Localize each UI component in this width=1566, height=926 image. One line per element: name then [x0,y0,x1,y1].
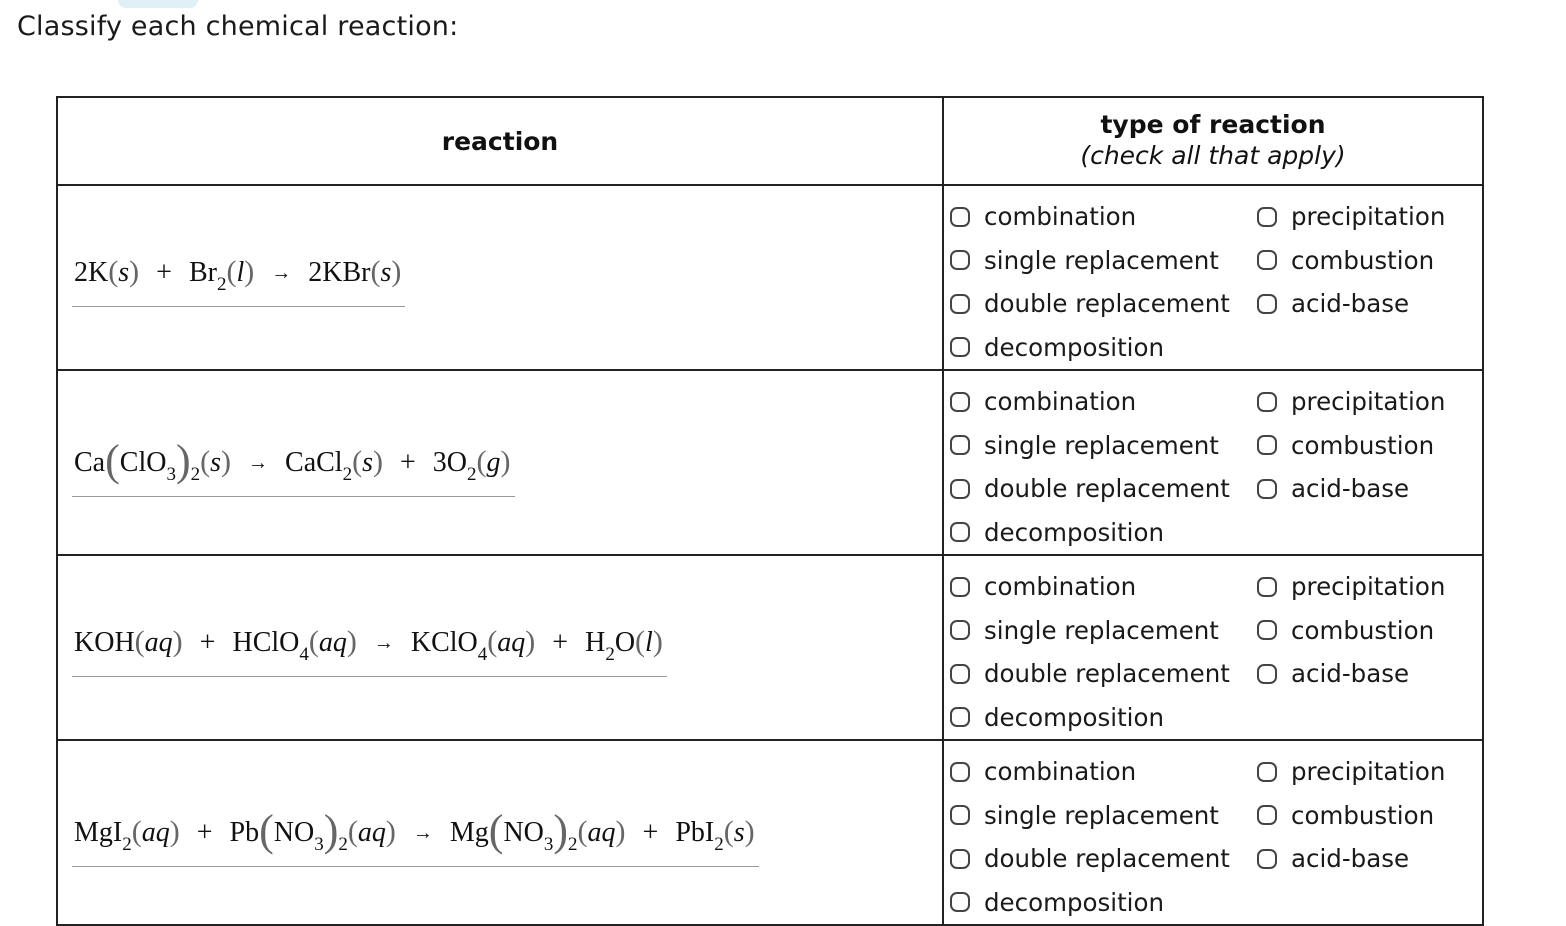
species: 2KBr [308,256,371,288]
checkbox[interactable] [950,707,970,727]
option-label: decomposition [984,702,1164,732]
option-label: combustion [1291,800,1435,830]
species: HClO [232,626,300,658]
plus-sign: + [642,816,659,848]
option-label: acid-base [1291,474,1410,504]
phase: s [733,816,745,848]
checkbox[interactable] [950,392,970,412]
option-label: acid-base [1291,659,1410,689]
option-label: precipitation [1291,387,1446,417]
subscript: 2 [338,833,348,855]
species: H [585,626,606,658]
option-label: precipitation [1291,757,1446,787]
paren: ) [525,624,536,658]
option-precipitation[interactable] [1257,195,1477,239]
subscript: 2 [122,833,132,855]
phase: s [380,256,392,288]
phase: aq [318,626,347,658]
option-single-replacement[interactable] [950,609,1257,653]
option-precipitation[interactable] [1257,750,1477,794]
option-label: combination [984,202,1137,232]
header-type-note: (check all that apply) [1080,141,1346,170]
checkbox[interactable] [1257,620,1277,640]
reaction-cell [57,740,943,925]
reaction-arrow-icon: → [373,631,394,654]
species: CaCl [285,446,343,478]
paren: ) [221,444,232,478]
paren: ( [723,814,734,848]
option-label: combination [984,757,1137,787]
checkbox[interactable] [1257,664,1277,684]
paren: ( [577,814,588,848]
phase: g [486,446,501,478]
option-single-replacement[interactable] [950,239,1257,283]
option-combustion[interactable] [1257,239,1477,283]
paren: ) [385,814,396,848]
phase: s [210,446,222,478]
checkbox[interactable] [1257,250,1277,270]
checkbox[interactable] [950,294,970,314]
checkbox[interactable] [950,762,970,782]
option-decomposition[interactable] [950,881,1257,925]
paren: ( [476,444,487,478]
options-cell [943,370,1483,555]
option-label: double replacement [984,659,1230,689]
option-acid-base[interactable] [1257,837,1477,881]
subscript: 2 [467,463,477,485]
plus-sign: + [399,446,416,478]
species: 3O [432,446,468,478]
paren: ) [169,814,180,848]
checkbox[interactable] [950,664,970,684]
subscript: 2 [714,833,724,855]
table-row [57,185,1483,370]
option-precipitation[interactable] [1257,565,1477,609]
option-label: combustion [1291,430,1435,460]
table-header-row [57,97,1483,185]
checkbox[interactable] [950,250,970,270]
option-label: decomposition [984,887,1164,917]
options-cell [943,185,1483,370]
paren: ) [129,254,140,288]
phase: s [362,446,373,478]
checkbox[interactable] [1257,762,1277,782]
option-label: single replacement [984,615,1219,645]
option-label: double replacement [984,474,1230,504]
phase: l [236,256,245,288]
reaction-cell [57,185,943,370]
checkbox[interactable] [950,522,970,542]
reaction-equation-4 [72,799,759,867]
species: NO [503,816,544,848]
plus-sign: + [199,626,216,658]
option-label: combination [984,387,1137,417]
subscript: 4 [477,643,488,665]
species: NO [273,816,315,848]
paren: ( [370,254,381,288]
paren: ( [200,444,211,478]
checkbox[interactable] [1257,435,1277,455]
reaction-arrow-icon: → [412,821,433,844]
checkbox[interactable] [950,435,970,455]
species: Mg [449,816,489,848]
paren: ( [259,805,274,855]
option-acid-base[interactable] [1257,652,1477,696]
option-combustion[interactable] [1257,609,1477,653]
option-label: combustion [1291,245,1435,275]
phase: aq [144,626,173,658]
species: PbI [675,816,715,848]
paren: ) [391,254,402,288]
paren: ) [244,254,255,288]
option-label: precipitation [1291,202,1446,232]
paren: ) [372,444,383,478]
table-row [57,740,1483,925]
reaction-table [56,96,1484,926]
reaction-arrow-icon: → [271,261,292,284]
option-combustion[interactable] [1257,794,1477,838]
top-tab-decoration [118,0,198,8]
checkbox[interactable] [950,849,970,869]
checkbox[interactable] [1257,294,1277,314]
reaction-cell [57,555,943,740]
paren: ) [500,444,511,478]
option-label: single replacement [984,430,1219,460]
checkbox[interactable] [1257,849,1277,869]
paren: ( [105,435,120,485]
option-combination[interactable] [950,565,1257,609]
checkbox[interactable] [950,337,970,357]
paren: ( [308,624,319,658]
option-acid-base[interactable] [1257,467,1477,511]
option-decomposition[interactable] [950,696,1257,740]
header-type [943,97,1483,185]
paren: ) [175,435,191,485]
paren: ) [744,814,755,848]
option-decomposition[interactable] [950,511,1257,555]
subscript: 3 [166,463,176,485]
question-prompt: Classify each chemical reaction: [17,11,459,42]
checkbox[interactable] [1257,392,1277,412]
phase: aq [141,816,170,848]
checkbox[interactable] [950,805,970,825]
header-reaction: reaction [57,97,943,185]
option-label: acid-base [1291,289,1410,319]
option-label: combination [984,572,1137,602]
paren: ( [352,444,363,478]
species: MgI [74,816,123,848]
subscript: 2 [605,643,615,665]
paren: ( [487,624,498,658]
header-type-title: type of reaction [1100,110,1326,139]
option-label: acid-base [1291,844,1410,874]
paren: ( [488,805,504,855]
subscript: 3 [543,833,554,855]
checkbox[interactable] [950,620,970,640]
checkbox[interactable] [1257,805,1277,825]
subscript: 2 [216,273,227,295]
reaction-equation-3 [72,619,667,677]
option-double-replacement[interactable] [950,837,1257,881]
plus-sign: + [552,626,569,658]
subscript: 2 [568,833,578,855]
option-acid-base[interactable] [1257,282,1477,326]
option-combination[interactable] [950,750,1257,794]
option-label: double replacement [984,289,1230,319]
options-cell [943,555,1483,740]
phase: l [645,626,653,658]
reaction-equation-2 [72,429,515,497]
checkbox[interactable] [950,479,970,499]
paren: ( [108,254,119,288]
option-single-replacement[interactable] [950,794,1257,838]
option-double-replacement[interactable] [950,652,1257,696]
checkbox[interactable] [1257,577,1277,597]
table-row [57,555,1483,740]
subscript: 4 [299,643,309,665]
paren: ) [172,624,183,658]
option-label: double replacement [984,844,1230,874]
species: O [614,626,636,658]
paren: ( [635,624,646,658]
subscript: 2 [342,463,353,485]
phase: aq [357,816,386,848]
table-row [57,370,1483,555]
paren: ) [553,805,569,855]
paren: ) [323,805,339,855]
option-combination[interactable] [950,380,1257,424]
option-label: precipitation [1291,572,1446,602]
option-decomposition[interactable] [950,326,1257,370]
reaction-equation-1 [72,249,405,307]
phase: s [118,256,130,288]
paren: ) [346,624,357,658]
option-label: decomposition [984,517,1164,547]
phase: aq [587,816,616,848]
option-label: combustion [1291,615,1435,645]
species: Pb [229,816,260,848]
species: 2K [74,256,109,288]
reaction-cell [57,370,943,555]
reaction-arrow-icon: → [248,451,269,474]
option-single-replacement[interactable] [950,424,1257,468]
checkbox[interactable] [950,207,970,227]
paren: ( [134,624,145,658]
option-label: single replacement [984,245,1219,275]
checkbox[interactable] [1257,479,1277,499]
plus-sign: + [156,256,172,288]
option-label: decomposition [984,332,1164,362]
option-combustion[interactable] [1257,424,1477,468]
subscript: 2 [190,463,201,485]
subscript: 3 [314,833,324,855]
species: Ca [74,446,106,478]
phase: aq [497,626,526,658]
plus-sign: + [196,816,213,848]
paren: ( [347,814,358,848]
species: KClO [410,626,478,658]
species: KOH [74,626,135,658]
paren: ( [226,254,237,288]
option-double-replacement[interactable] [950,467,1257,511]
paren: ) [652,624,663,658]
species: Br [188,256,217,288]
paren: ( [131,814,142,848]
option-precipitation[interactable] [1257,380,1477,424]
checkbox[interactable] [1257,207,1277,227]
option-combination[interactable] [950,195,1257,239]
option-double-replacement[interactable] [950,282,1257,326]
checkbox[interactable] [950,577,970,597]
options-cell [943,740,1483,925]
option-label: single replacement [984,800,1219,830]
species: ClO [119,446,167,478]
checkbox[interactable] [950,892,970,912]
paren: ) [615,814,626,848]
